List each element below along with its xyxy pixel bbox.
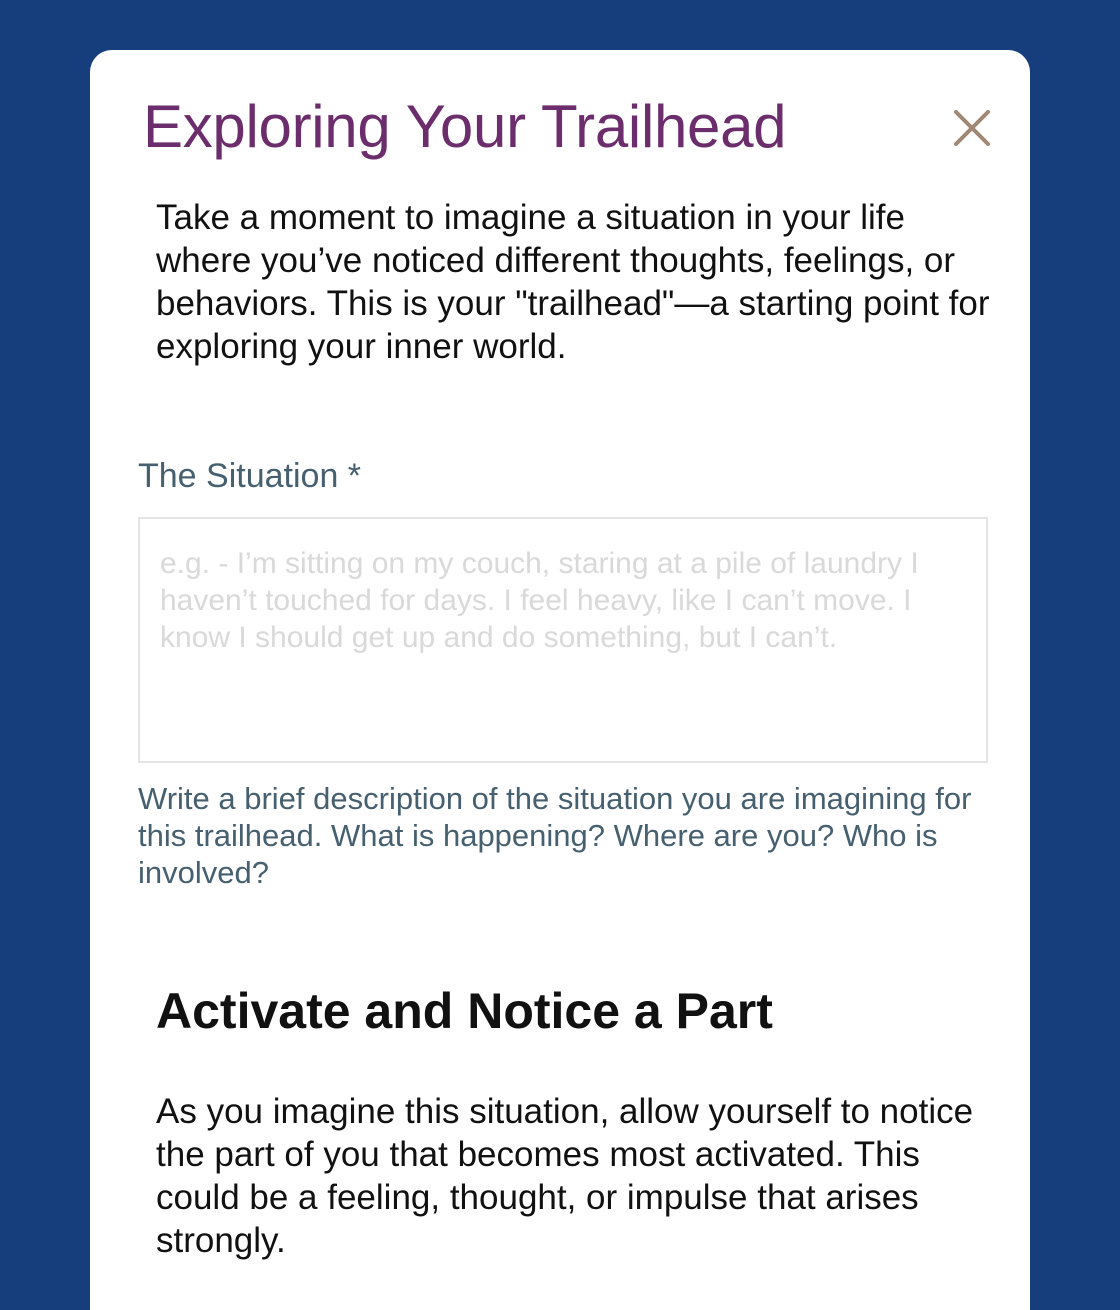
situation-label: The Situation *: [138, 457, 362, 495]
situation-input[interactable]: [138, 517, 988, 763]
section-body-text: As you imagine this situation, allow yourself to notice the part of you that becomes most activated. This could be a feeling, thought, or impulse that arises strongly.: [156, 1092, 974, 1260]
modal-title: Exploring Your Trailhead: [143, 93, 787, 160]
close-button[interactable]: [950, 106, 994, 150]
close-icon[interactable]: [950, 106, 994, 150]
situation-help-text: Write a brief description of the situation you are imagining for this trailhead. What is happening? Where are you? Who is involved?: [138, 781, 972, 890]
section-heading: Activate and Notice a Part: [156, 983, 773, 1039]
intro-text: Take a moment to imagine a situation in your life where you’ve noticed different thoughts, feelings, or behaviors. This is your "trailhead"—a starting point for exploring your inner world.: [156, 198, 990, 366]
trailhead-modal: [90, 50, 1030, 1310]
